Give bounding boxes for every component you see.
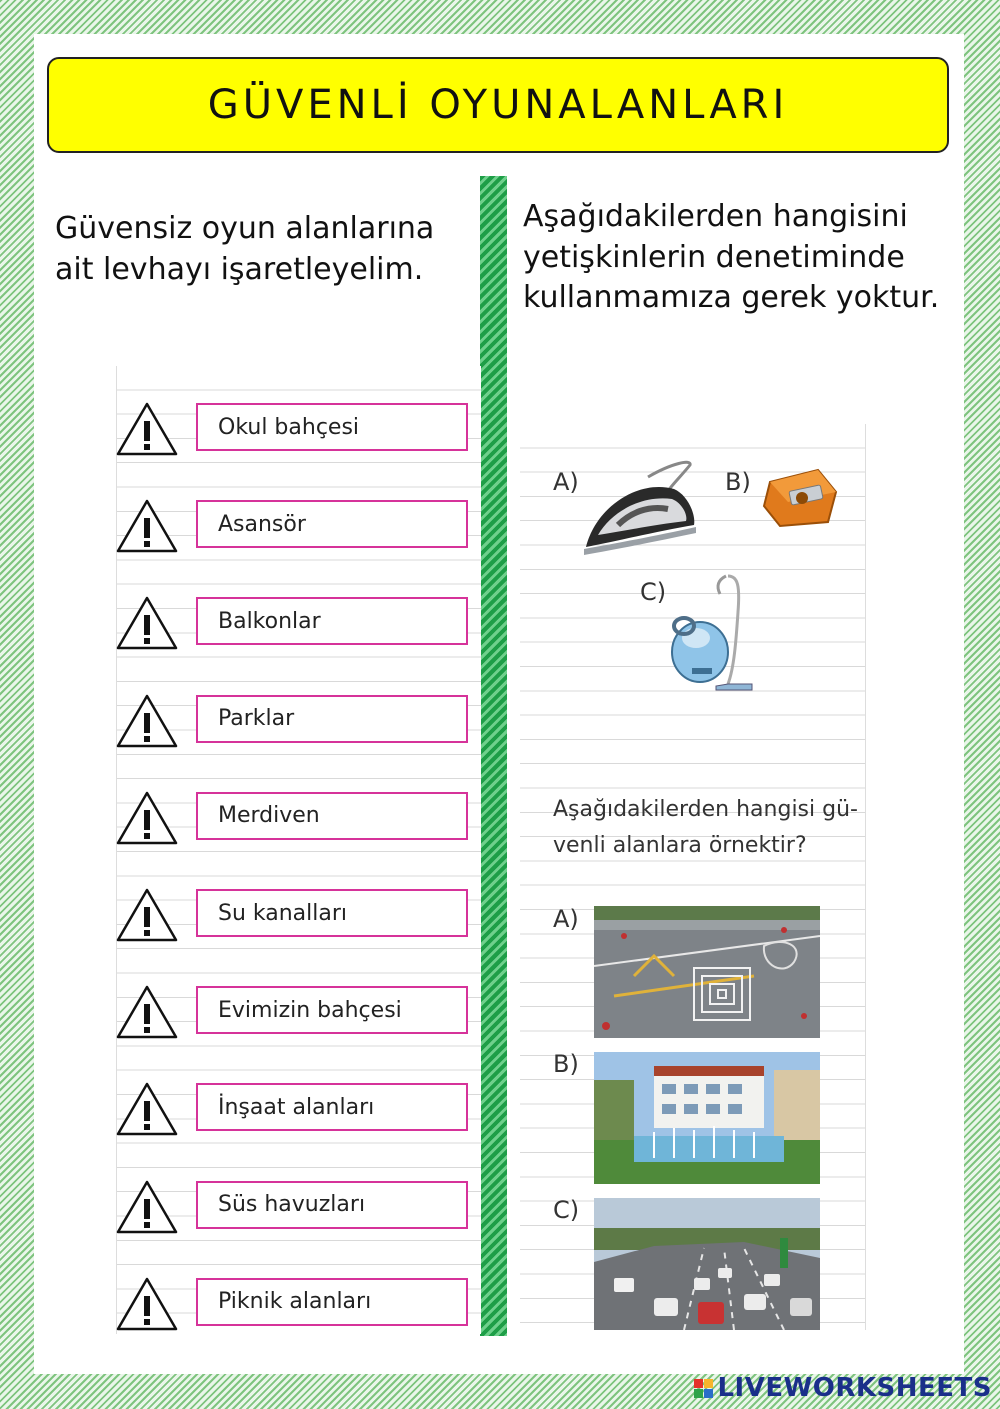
left-question: Güvensiz oyun alanlarına ait levhayı işaretleyelim. [55,211,435,287]
q2-option-a-label: A) [553,905,579,933]
q1-option-c-label: C) [640,578,667,606]
place-row [116,401,472,457]
place-row [116,1179,472,1235]
warning-sign-icon[interactable] [116,498,178,554]
title-banner [47,57,949,153]
page-title: GÜVENLİ OYUNALANLARI [207,82,789,128]
q2-option-b-label: B) [553,1050,579,1078]
column-divider [480,176,507,1336]
schoolyard-photo[interactable] [594,906,820,1038]
place-row [116,693,472,749]
right-question: Aşağıdakilerden hangisini yetişkinlerin denetiminde kullanmamıza gerek yoktur. [523,199,940,315]
place-label-box[interactable] [196,986,468,1034]
right-lined-sheet [520,424,866,1330]
place-row [116,984,472,1040]
q2-question: Aşağıdakilerden hangisi gü- venli alanlara örnektir? [553,797,858,858]
place-label-box[interactable] [196,500,468,548]
place-label: Su kanalları [218,900,348,926]
place-label: Asansör [218,511,306,537]
q1-option-b-label: B) [725,468,751,496]
highway-photo[interactable] [594,1198,820,1330]
iron-icon[interactable] [578,455,702,559]
warning-sign-icon[interactable] [116,1081,178,1137]
place-label-box[interactable] [196,889,468,937]
place-row [116,595,472,651]
place-label: Evimizin bahçesi [218,997,402,1023]
place-label-box[interactable] [196,792,468,840]
place-label: İnşaat alanları [218,1094,375,1120]
place-row [116,887,472,943]
place-label: Balkonlar [218,608,321,634]
place-label-box[interactable] [196,597,468,645]
pencil-sharpener-icon[interactable] [762,462,840,530]
fountain-photo[interactable] [594,1052,820,1184]
place-label-box[interactable] [196,1083,468,1131]
warning-sign-icon[interactable] [116,1276,178,1332]
place-label-box[interactable] [196,1278,468,1326]
place-row [116,1081,472,1137]
place-label: Parklar [218,706,295,732]
place-row [116,498,472,554]
place-label: Süs havuzları [218,1192,366,1218]
warning-sign-icon[interactable] [116,1179,178,1235]
q2-option-c-label: C) [553,1196,580,1224]
warning-sign-icon[interactable] [116,887,178,943]
brand-name: LIVEWORKSHEETS [717,1373,992,1403]
place-row [116,1276,472,1332]
warning-sign-icon[interactable] [116,401,178,457]
brand-blocks-icon [694,1379,713,1398]
place-label-box[interactable] [196,403,468,451]
warning-sign-icon[interactable] [116,595,178,651]
brand-logo [694,1373,992,1403]
place-label: Merdiven [218,803,320,829]
vacuum-cleaner-icon[interactable] [668,572,754,694]
q1-option-a-label: A) [553,468,579,496]
place-label: Piknik alanları [218,1289,372,1315]
place-label: Okul bahçesi [218,414,360,440]
place-row [116,790,472,846]
place-label-box[interactable] [196,1181,468,1229]
warning-sign-icon[interactable] [116,984,178,1040]
warning-sign-icon[interactable] [116,790,178,846]
warning-sign-icon[interactable] [116,693,178,749]
place-label-box[interactable] [196,695,468,743]
